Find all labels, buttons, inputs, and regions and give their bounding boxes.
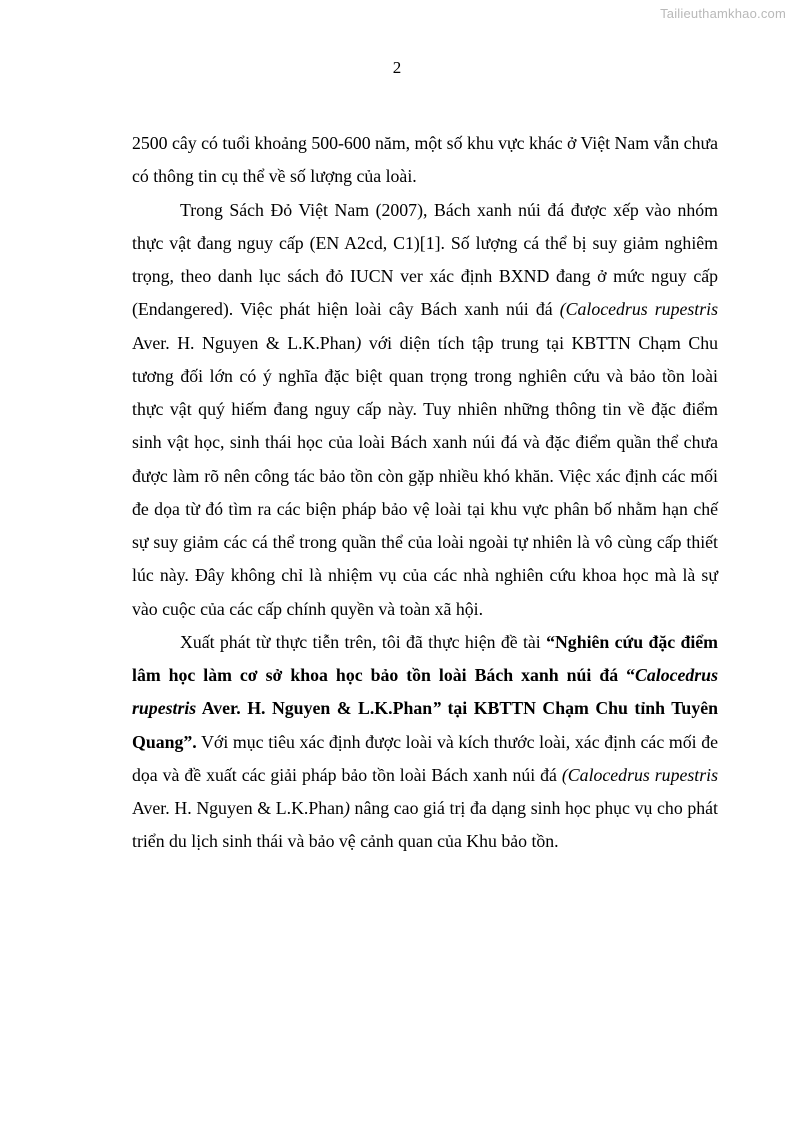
paragraph-thesis-topic (132, 626, 718, 859)
thesis-title-bold: tại KBTTN Chạm Chu tỉnh Tuyên Quang”. (132, 698, 718, 752)
text-run-italic: ) (355, 332, 362, 353)
text-run: Xuất phát từ thực tiễn trên, tôi đã thực hiện đề tài (180, 631, 547, 652)
text-run: Aver. H. Nguyen & L.K.Phan (132, 332, 356, 353)
body-text (132, 127, 718, 859)
text-run-italic: ) (343, 798, 350, 818)
text-run: với diện tích tập trung tại KBTTN Chạm Chu tương đối lớn có ý nghĩa đặc biệt quan trọng trong nghiên cứu và bảo tồn loài thực vật quý hiếm đang nguy cấp này. Tuy nhiên những thông tin về đặc điểm sinh vật học, sinh thái học của loài Bách xanh núi đá và đặc điểm quần thể chưa được làm rõ nên công tác bảo tồn còn gặp nhiều khó khăn. Việc xác định các mối đe dọa từ đó tìm ra các biện pháp bảo vệ loài tại khu vực phân bố nhằm hạn chế sự suy giảm các cá thể trong quần thể của loài ngoài tự nhiên là vô cùng cấp thiết lúc này. Đây không chỉ là nhiệm vụ của các nhà nghiên cứu khoa học mà là sự vào cuộc của các cấp chính quyền và toàn xã hội. (132, 332, 718, 619)
species-name-italic: (Calocedrus rupestris (561, 764, 718, 785)
paragraph-continuation: 2500 cây có tuổi khoảng 500-600 năm, một số khu vực khác ở Việt Nam vẫn chưa có thông tin cụ thể về số lượng của loài. (132, 133, 718, 187)
species-name-italic: (Calocedrus rupestris (559, 299, 718, 320)
text-run: Trong Sách Đỏ Việt Nam (2007), Bách xanh núi đá được xếp vào nhóm thực vật đang nguy cấp (EN A2cd, C1)[1]. Số lượng cá thể bị suy giảm nghiêm trọng, theo danh lục sách đỏ IUCN ver xác định BXND đang ở mức nguy cấp (Endangered). Việc phát hiện loài cây Bách xanh núi đá (132, 199, 718, 320)
text-run: nâng cao giá trị đa dạng sinh học phục vụ cho phát triển du lịch sinh thái và bảo vệ cảnh quan của Khu bảo tồn. (132, 798, 718, 852)
species-name-italic: Calocedrus rupestris (132, 665, 718, 719)
thesis-title-bold: Aver. H. Nguyen & L.K.Phan (196, 698, 433, 719)
quote-mark-bold-italic (432, 698, 441, 718)
text-run: Aver. H. Nguyen & L.K.Phan (132, 798, 344, 818)
thesis-title-bold: “Nghiên cứu đặc điểm lâm học làm cơ sở khoa học bảo tồn loài Bách xanh núi đá “ (132, 631, 718, 685)
quote-mark: ” (432, 698, 441, 719)
paragraph-red-book-status (132, 194, 718, 626)
text-run: Với mục tiêu xác định được loài và kích thước loài, xác định các mối đe dọa và đề xuất các giải pháp bảo tồn loài Bách xanh núi đá (132, 731, 718, 785)
page-number: 2 (392, 58, 402, 77)
watermark-text: Tailieuthamkhao.com (660, 6, 786, 21)
